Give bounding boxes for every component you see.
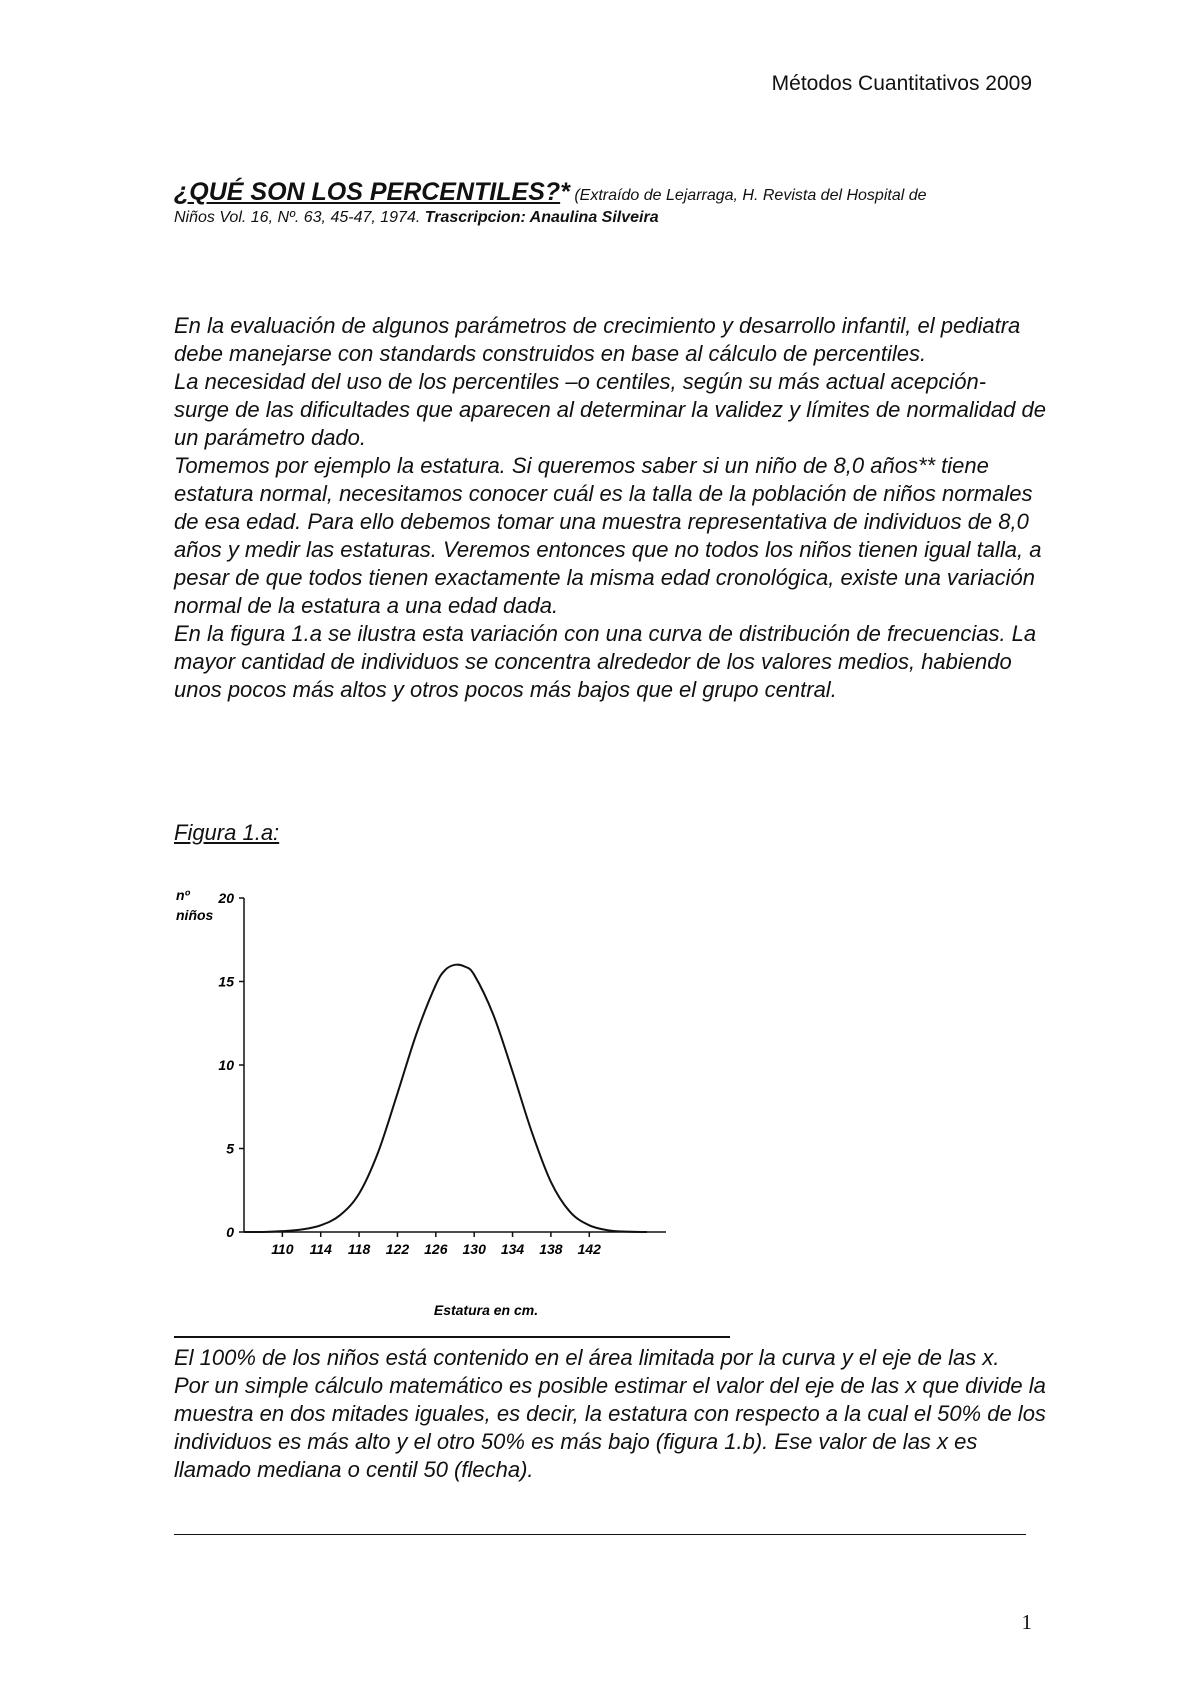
page-number: 1 [1021, 1610, 1032, 1634]
footnote-divider [174, 1534, 1026, 1535]
x-tick-label: 118 [347, 1241, 371, 1257]
y-axis-label-line1: nº [176, 887, 190, 903]
x-tick-label: 126 [424, 1241, 448, 1257]
x-tick-label: 114 [309, 1241, 332, 1257]
y-tick-label: 15 [218, 973, 234, 990]
y-tick-label: 20 [218, 890, 234, 906]
title-block [174, 178, 1036, 227]
paragraph: El 100% de los niños está contenido en el área limitada por la curva y el eje de las x. [174, 1345, 1000, 1370]
frequency-distribution-chart [166, 870, 726, 1330]
body-text-continued [174, 1344, 1046, 1484]
divider [174, 1336, 730, 1338]
title-footnote-mark: * [560, 178, 570, 206]
paragraph: En la figura 1.a se ilustra esta variación con una curva de distribución de frecuencias. La mayor cantidad de individuos se concentra alrededor de los valores medios, habiendo unos pocos más altos y otros pocos más bajos que el grupo central. [174, 621, 1037, 702]
source-citation: (Extraído de Lejarraga, H. Revista del Hospital de [569, 187, 927, 204]
x-tick-label: 122 [385, 1241, 410, 1257]
paragraph: Tomemos por ejemplo la estatura. Si queremos saber si un niño de 8,0 años** tiene estatura normal, necesitamos conocer cuál es la talla de la población de niños normales de esa edad. Para ello debemos tomar una muestra representativa de individuos de 8,0 años y medir las estaturas. Veremos entonces que no todos los niños tienen igual talla, a pesar de que todos tienen exactamente la misma edad cronológica, existe una variación normal de la estatura a una edad dada. [174, 453, 1042, 618]
x-tick-label: 130 [462, 1241, 486, 1257]
distribution-curve [244, 965, 647, 1232]
y-tick-label: 5 [226, 1140, 234, 1157]
paragraph: Por un simple cálculo matemático es posible estimar el valor del eje de las x que divide la muestra en dos mitades iguales, es decir, la estatura con respecto a la cual el 50% de los individuos es más alto y el otro 50% es más bajo (figura 1.b). Ese valor de las x es llamado mediana o centil 50 (flecha). [174, 1373, 1046, 1482]
page-header: Métodos Cuantitativos 2009 [771, 72, 1032, 95]
paragraph: En la evaluación de algunos parámetros de crecimiento y desarrollo infantil, el pediatra debe manejarse con standards construidos en base al cálculo de percentiles. [174, 313, 1021, 366]
y-tick-label: 0 [226, 1224, 234, 1240]
paragraph: La necesidad del uso de los percentiles –o centiles, según su más actual acepción- surge de las dificultades que aparecen al determinar la validez y límites de normalidad de un parámetro dado. [174, 369, 1046, 450]
figure-label: Figura 1.a: [174, 820, 280, 845]
x-axis-label: Estatura en cm. [433, 1302, 539, 1318]
transcription-credit: Trascripcion: Anaulina Silveira [424, 209, 659, 226]
x-tick-label: 110 [271, 1241, 294, 1257]
x-tick-label: 142 [577, 1241, 601, 1257]
document-title: ¿QUÉ SON LOS PERCENTILES? [174, 178, 561, 206]
y-tick-label: 10 [218, 1057, 234, 1073]
x-tick-label: 134 [500, 1241, 525, 1257]
source-citation-continued: Niños Vol. 16, Nº. 63, 45-47, 1974. [174, 209, 425, 226]
x-tick-label: 138 [539, 1241, 563, 1257]
body-text [174, 312, 1046, 704]
y-axis-label-line2: niños [176, 907, 214, 923]
